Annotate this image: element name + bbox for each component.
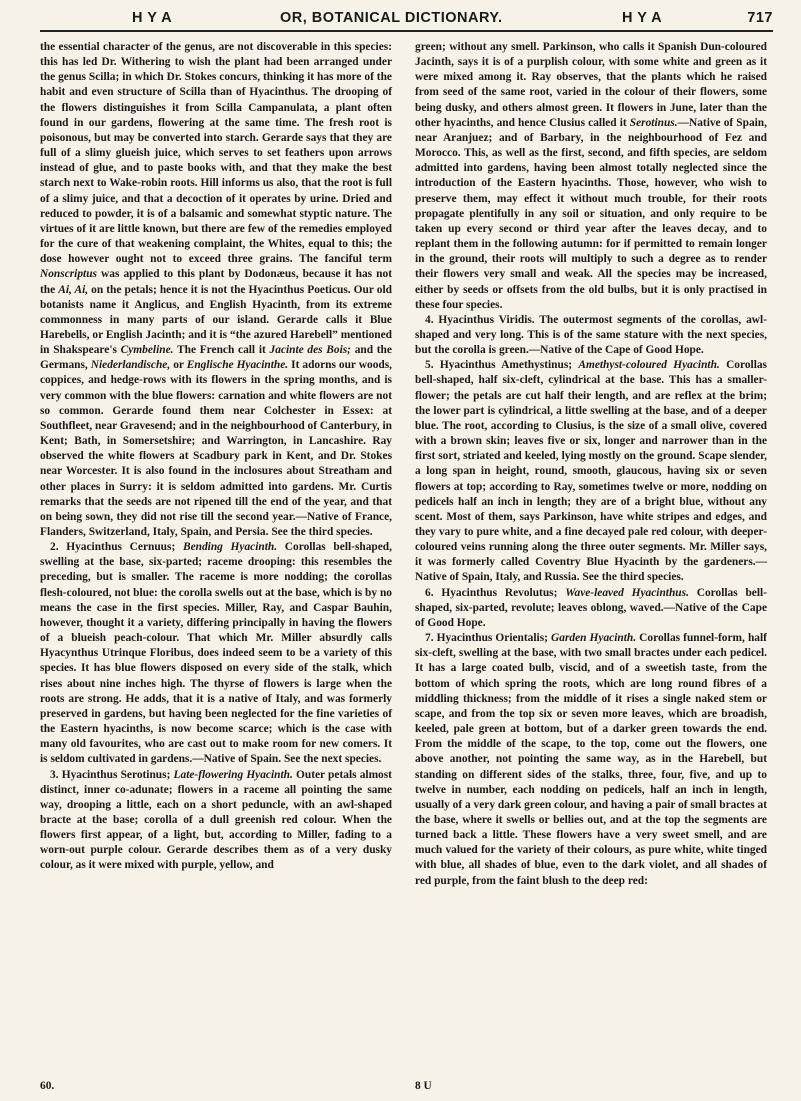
header-title: OR, BOTANICAL DICTIONARY. [280, 10, 503, 26]
signature-mark-right: 8 U [415, 1080, 432, 1092]
page-number: 717 [747, 10, 773, 26]
header-right-guideword: H Y A [622, 10, 663, 26]
header-rule [40, 30, 773, 32]
paragraph-continued-right: green; without any smell. Parkinson, who calls it Spanish Dun-coloured Jacinth, says it is of a purplish colour, with some white and green as it were mixed among it. Ray observes, that the plants which he raised from seed of the same root, varied in the colour of their flowers, some being dusky, and others almost green. It flowers in June, later than the other hyacinths, and hence Clusius called it Serotinus.—Native of Spain, near Aranjuez; and of Barbary, in the neighbourhood of Fez and Morocco. This, as well as the first, second, and fifth species, are seldom admitted into gardens, having been almost totally neglected since the introduction of the Eastern hyacinths. Those, however, who wish to preserve them, may effect it without much trouble, for their roots propagate plentifully in any soil or situation, and only require to be taken up every second or third year after the leaves decay, and to replant them in the following autumn: for if permitted to remain longer in the ground, their roots will multiply to such a degree as to render their flowers very small and weak. All the species may be increased, either by seeds or offsets from the old bulbs, but it is only practised in these four species. [415, 41, 767, 311]
header-left-guideword: H Y A [132, 10, 173, 26]
left-column [40, 40, 392, 874]
entry-orientalis: 7. Hyacinthus Orientalis; Garden Hyacinth. Corollas funnel-form, half six-cleft, swelling at the base, with two small bractes under each pedicel. It has a large coated bulb, viscid, and of a sweetish taste, from the bottom of which spring the roots, which are long round fibres of a middling thickness; from the middle of it rises a single naked stem or scape, and from the top six or seven more leaves, which are broadish, keeled, pale green at bottom, but of a darker green towards the end. From the middle of the scape, to the top, come out the flowers, one above another, not pointing the same way, as in the Harebell, but standing on different sides of the stalks, three, four, five, and up to twelve in number, each nodding on pedicels, half an inch in length, usually of a very dark green colour, and having a pair of small bractes at the base, where it swells or bellies out, and at the top the segments are turned back a little. These flowers have a very sweet smell, and are much valued for the variety of their colours, as pure white, white tinged with blue, all shades of blue, even to the dark violet, and all shades of red purple, from the faint blush to the deep red: [415, 632, 767, 887]
paragraph-continued: the essential character of the genus, are not discoverable in this species: this has led Dr. Withering to wish the plant had been arranged under the genus Scilla; in which Dr. Stokes concurs, thinking it has more of the habit and even structure of Scilla than of Hyacinthus. The drooping of the flowers distinguishes it from Scilla Campanulata, a plant often found in our gardens, flowering at the same time. The fresh root is poisonous, but may be converted into starch. Gerarde says that they are full of a slimy glueish juice, which serves to set feathers upon arrows instead of glue, and to paste books with, and that they make the best starch next to Wake-robin roots. Hill informs us also, that the root is full of a slimy juice, and that a decoction of it operates by urine. Dried and reduced to powder, it is of a balsamic and somewhat styptic nature. The virtues of it are little known, but there are few of the remedies employed for the cure of that weakening complaint, the Whites, equal to this; the dose however ought not to exceed three grains. The fanciful term Nonscriptus was applied to this plant by Dodonæus, because it has not the Ai, Ai, on the petals; hence it is not the Hyacinthus Poeticus. Our old botanists name it Anglicus, and English Hyacinth, from its extreme commonness in many parts of our island. Gerarde calls it Blue Harebells, or English Jacinth; and it is “the azured Harebell” mentioned in Shakspeare's Cymbeline. The French call it Jacinte des Bois; and the Germans, Niederlandische, or Englische Hyacinthe. It adorns our woods, coppices, and hedge-rows with its flowers in the spring months, and is very common with the blue flowers: carnation and white flowers are not so common. Gerarde found them near Colchester in Essex: at Southfleet, near Gravesend; and in the neighbourhood of Canterbury, in Kent; Bath, in Somersetshire; and Warrington, in Lancashire. Ray observed the white flowers at Scadbury park in Kent, and Dr. Stokes near Worcester. It is also found in the inclosures about Streatham and other places in Surry: it is seldom admitted into gardens. Mr. Curtis remarks that the seeds are not ripened till the end of the year, and that on being sown, they did not rise till the second year.—Native of France, Flanders, Switzerland, Italy, Spain, and Persia. See the third species. [40, 41, 393, 538]
entry-revolutus: 6. Hyacinthus Revolutus; Wave-leaved Hyacinthus. Corollas bell-shaped, six-parted, revolute; leaves oblong, waved.—Native of the Cape of Good Hope. [415, 586, 767, 629]
signature-mark-left: 60. [40, 1080, 55, 1092]
entry-cernuus: 2. Hyacinthus Cernuus; Bending Hyacinth. Corollas bell-shaped, swelling at the base, six-parted; raceme drooping: this resembles the preceding, but is smaller. The raceme is more nodding; the corollas flesh-coloured, not blue: the corolla swells out at the base, which is by no means the case in the first species. Miller, Ray, and Caspar Bauhin, however, thought it a variety, differing principally in having the flowers of a blueish peach-colour. That which Mr. Miller absurdly calls Hyacynthus Utrinque Floribus, does indeed seem to be a variety of this species. It has blue flowers disposed on every side of the stalk, which rises about nine inches high. The thyrse of flowers is large when the roots are strong. He adds, that it is a native of Italy, and was formerly preserved in gardens, but having been neglected for the fine varieties of the Eastern hyacinths, is now become scarce; which is the case with many old favourites, who are cast out to make room for new comers. It is seldom cultivated in gardens.—Native of Spain. See the next species. [40, 541, 392, 766]
entry-serotinus: 3. Hyacinthus Serotinus; Late-flowering Hyacinth. Outer petals almost distinct, inner co-adunate; flowers in a raceme all pointing the same way, drooping a little, each on a short peduncle, with an awl-shaped bracte at the base; corolla of a dull greenish red colour. When the flowers first appear, of a light, but, according to Miller, fading to a worn-out purple colour. Gerarde describes them as of a very dusky colour, as it were mixed with purple, yellow, and [40, 768, 392, 872]
right-column [415, 40, 767, 889]
entry-viridis: 4. Hyacinthus Viridis. The outermost segments of the corollas, awl-shaped and very long. This is of the same stature with the next species, but the corolla is green.—Native of the Cape of Good Hope. [415, 313, 767, 357]
running-header [40, 10, 773, 32]
entry-amethystinus: 5. Hyacinthus Amethystinus; Amethyst-coloured Hyacinth. Corollas bell-shaped, half six-cleft, cylindrical at the base. This has a smaller-flower; the petals are cut half their length, and are reflex at the brim; the lower part is cylindrical, a little swelling at the base, and of a deeper blue. The root, according to Clusius, is the size of a small olive, covered with a brown skin; leaves five or six, longer and narrower than in the first sort, striated and keeled, lying mostly on the ground. Scape slender, a long span in height, round, smooth, glaucous, having six or seven flowers at top; according to Ray, sometimes twelve or more, nodding on pedicels half an inch in length; they are of a bright blue, without any scent. Most of them, says Parkinson, have white stripes and edges, and they vary to pure white, and a fine decayed pale red colour, with deeper-coloured veins running along the three outer segments. Mr. Miller says, it was formerly called Coventry Blue Hyacinth by the gardeners.—Native of Spain, Italy, and Russia. See the third species. [415, 359, 767, 584]
